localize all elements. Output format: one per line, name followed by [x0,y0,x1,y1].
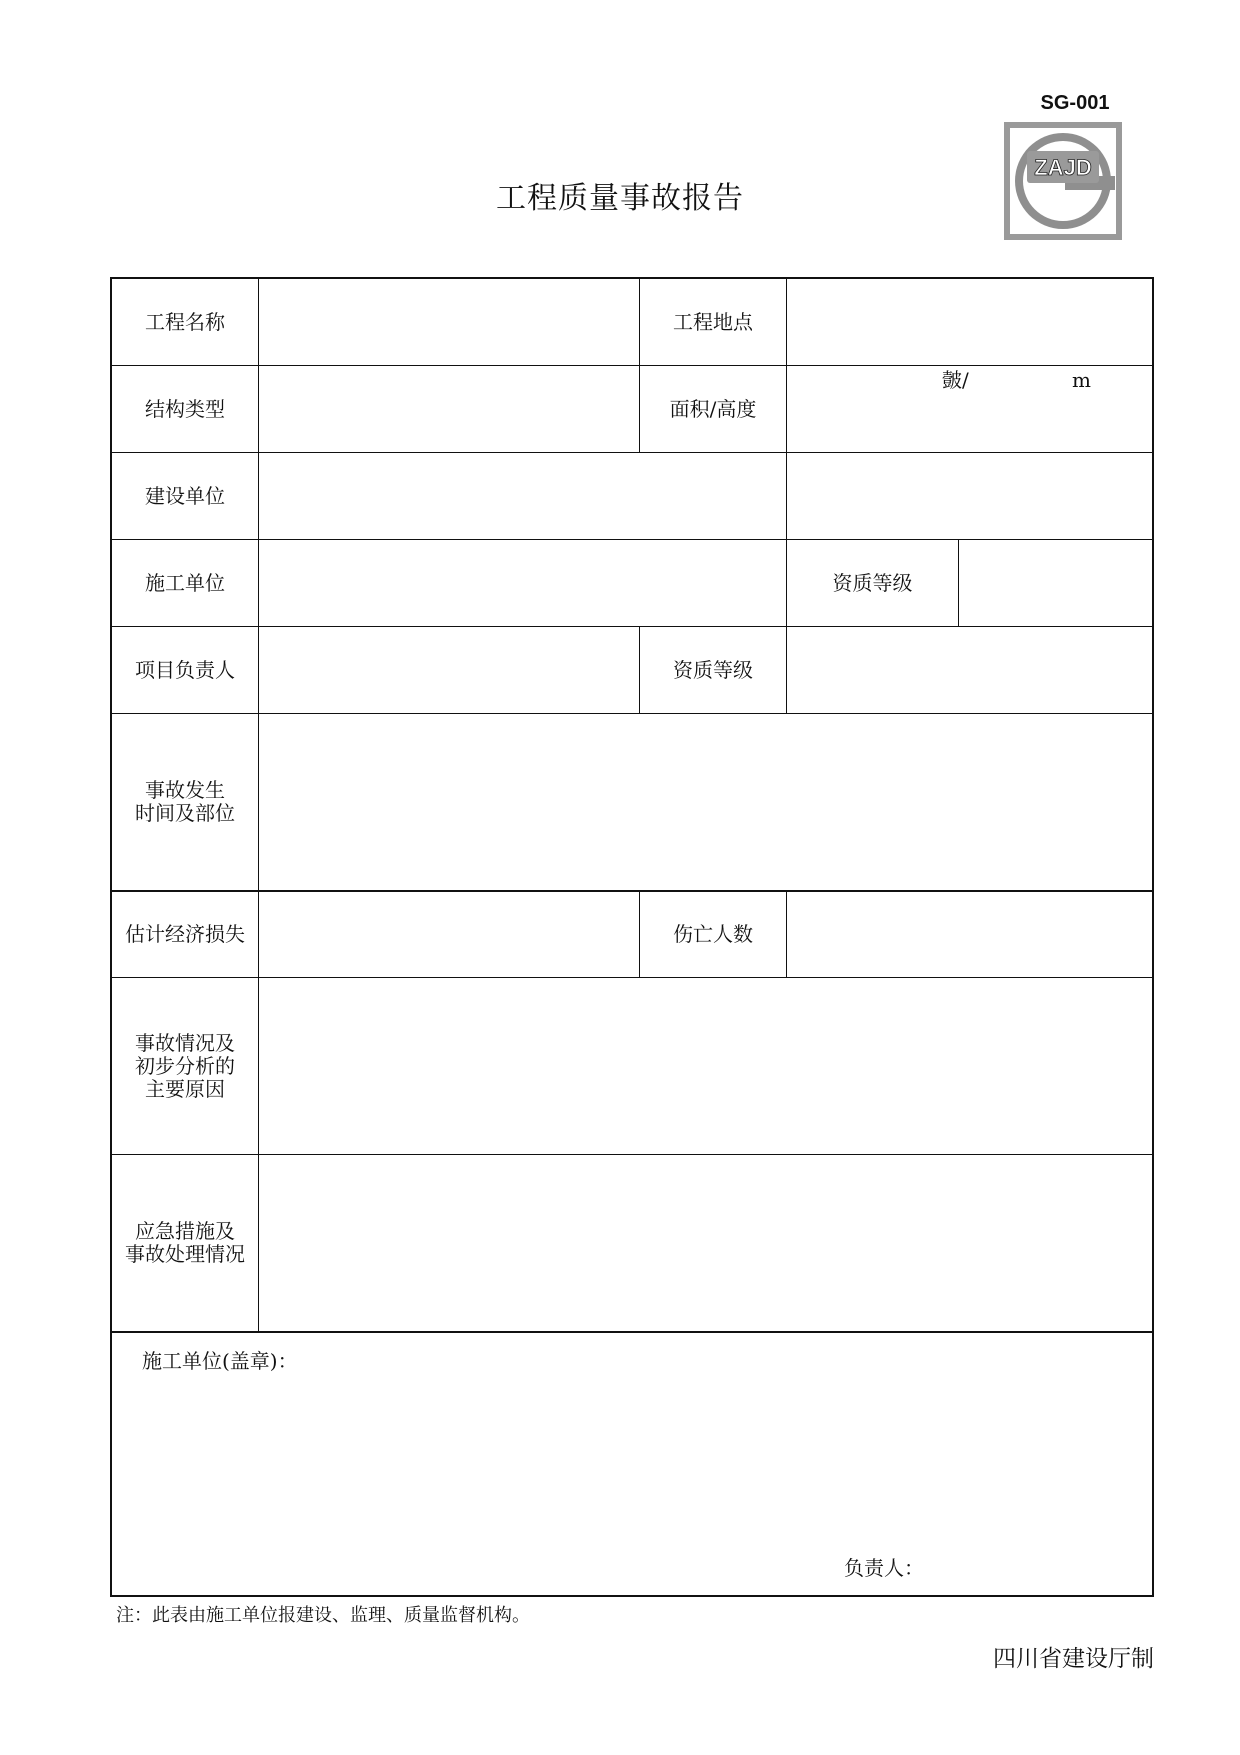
footer-note: 注：此表由施工单位报建设、监理、质量监督机构。 [116,1605,530,1626]
estimated-loss-field[interactable] [259,891,639,977]
construction-qualification-label: 资质等级 [832,570,913,595]
height-unit: m [1072,368,1091,392]
report-form [110,277,1154,1597]
accident-cause-label: 事故情况及 初步分析的 主要原因 [135,1030,235,1101]
owner-unit-label: 建设单位 [145,483,225,508]
owner-unit-field[interactable] [259,453,1154,539]
page-title: 工程质量事故报告 [496,181,744,216]
accident-time-place-label: 事故发生 时间及部位 [135,778,235,825]
emergency-measures-label: 应急措施及 事故处理情况 [125,1219,245,1266]
structure-type-label: 结构类型 [145,396,225,421]
casualties-label: 伤亡人数 [673,921,753,946]
accident-cause-field[interactable] [259,978,1154,1154]
accident-time-place-field[interactable] [259,714,1154,890]
construction-unit-field[interactable] [259,540,786,626]
stamp-label: 施工单位(盖章)： [142,1349,298,1373]
estimated-loss-label: 估计经济损失 [125,921,245,946]
area-height-label: 面积/高度 [669,396,757,421]
manager-qualification-label: 资质等级 [673,657,753,682]
form-code: SG-001 [1040,92,1110,114]
responsible-label: 负责人： [844,1556,924,1580]
project-name-label: 工程名称 [145,309,225,334]
manager-qualification-field[interactable] [787,627,1154,713]
project-manager-field[interactable] [259,627,639,713]
issuer: 四川省建设厅制 [993,1646,1154,1672]
construction-qualification-field[interactable] [959,540,1154,626]
casualties-field[interactable] [787,891,1154,977]
area-unit: 皼/ [942,368,969,392]
construction-unit-label: 施工单位 [145,570,225,595]
emergency-measures-field[interactable] [259,1155,1154,1331]
project-manager-label: 项目负责人 [135,657,235,682]
logo-text: ZAJD [1034,155,1092,180]
project-location-label: 工程地点 [673,309,753,334]
structure-type-field[interactable] [259,366,639,452]
project-location-field[interactable] [787,279,1154,365]
project-name-field[interactable] [259,279,639,365]
